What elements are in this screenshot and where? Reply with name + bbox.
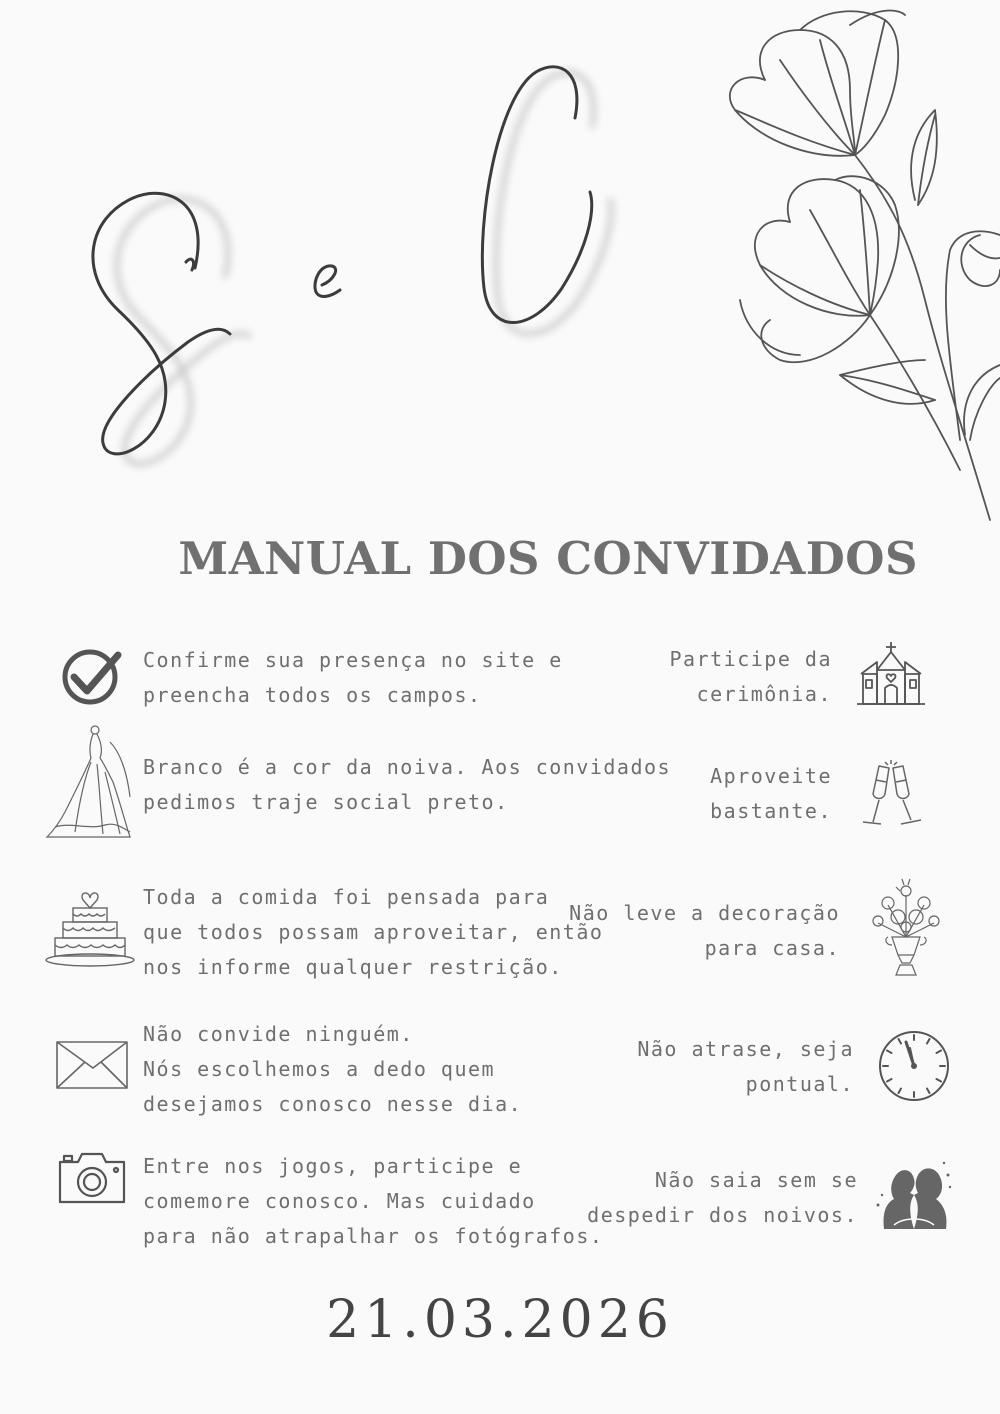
left-item-text: Confirme sua presença no site e preencha todos os campos. (143, 648, 563, 707)
monogram-e-letter (315, 266, 340, 297)
right-item-text: Aproveite bastante. (710, 764, 832, 823)
chapel-icon (855, 640, 927, 708)
right-item-text: Participe da cerimônia. (669, 647, 832, 706)
event-date: 21.03.2026 (326, 1290, 674, 1350)
left-item-text: Toda a comida foi pensada para que todos possam aproveitar, então nos informe qualquer restrição. (143, 885, 604, 979)
champagne-glasses-icon (855, 758, 927, 830)
envelope-icon (55, 1040, 130, 1092)
checkmark-circle-icon (60, 645, 124, 709)
couple-kiss-icon (874, 1155, 954, 1231)
left-item-text: Não convide ninguém. Nós escolhemos a dedo quem desejamos conosco nesse dia. (143, 1022, 523, 1116)
clock-icon (876, 1028, 952, 1104)
right-item-text: Não leve a decoração para casa. (569, 901, 840, 960)
flower-vase-icon (868, 875, 944, 983)
wedding-cake-icon (45, 888, 135, 968)
page-title: MANUAL DOS CONVIDADOS (178, 532, 918, 585)
left-item-text: Entre nos jogos, participe e comemore conosco. Mas cuidado para não atrapalhar os fotógrafos. (143, 1154, 604, 1248)
left-item-text: Branco é a cor da noiva. Aos convidados pedimos traje social preto. (143, 755, 672, 814)
camera-icon (56, 1148, 128, 1206)
monogram-s-letter (93, 193, 230, 454)
floral-decoration (660, 0, 1000, 540)
right-item-text: Não saia sem se despedir dos noivos. (587, 1168, 858, 1227)
right-item-text: Não atrase, seja pontual. (637, 1037, 854, 1096)
monogram (0, 0, 680, 500)
bride-dress-icon (45, 722, 135, 840)
